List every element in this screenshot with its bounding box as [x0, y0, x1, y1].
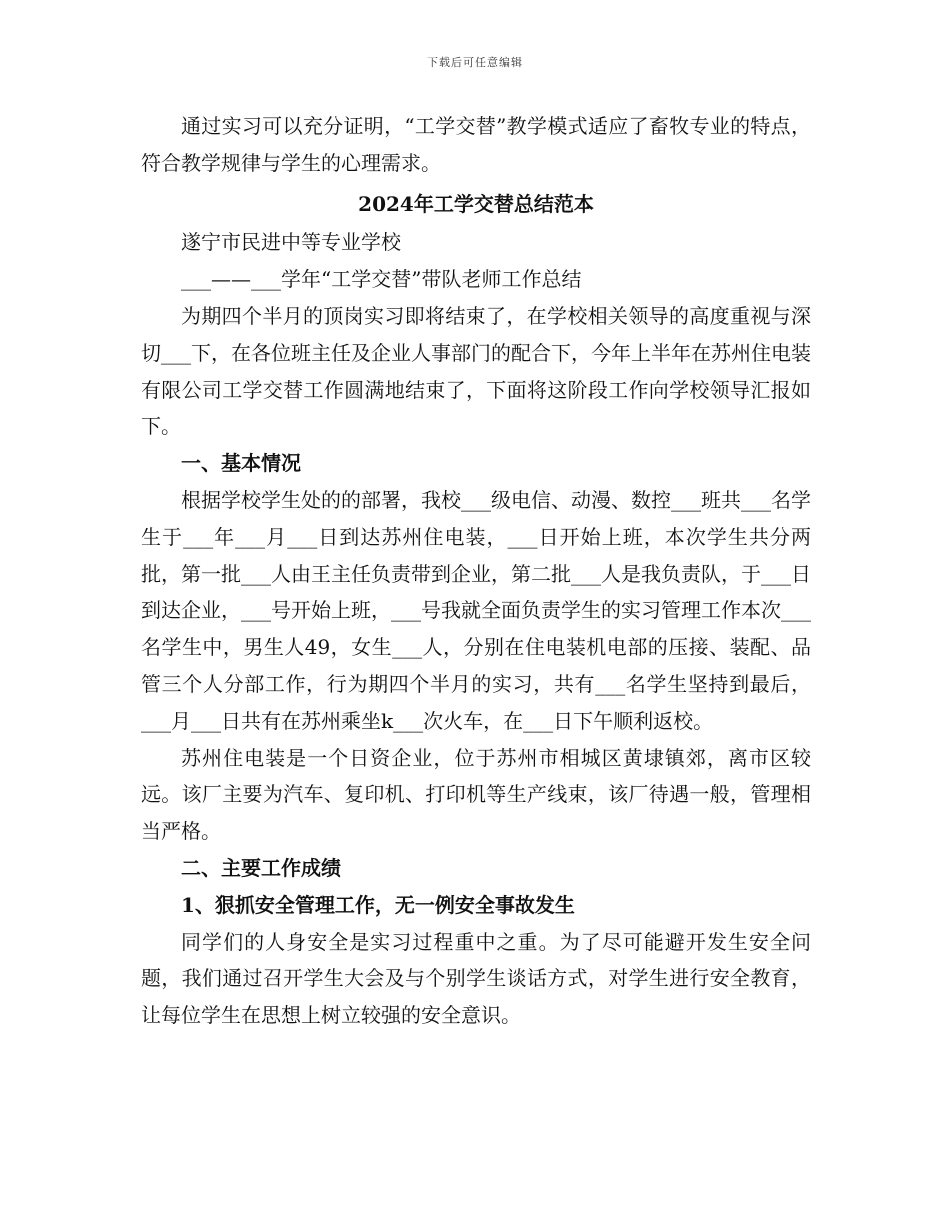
basic-situation-paragraph: 根据学校学生处的的部署，我校___级电信、动漫、数控___班共___名学生于___年___月___日到达苏州住电装，___日开始上班，本次学生共分两批，第一批___人由王主任负责带到企业，第二批___人是我负责队，于___日到达企业，___号开始上班，___号我就全面负责学生的实习管理工作本次___名学生中，男生人49，女生___人，分别在住电装机电部的压接、装配、品管三个人分部工作，行为期四个半月的实习，共有___名学生坚持到最后，___月___日共有在苏州乘坐k___次火车，在___日下午顺利返校。 — [141, 487, 811, 733]
document-subtitle: ___——___学年“工学交替”带队老师工作总结 — [181, 267, 582, 292]
intro-paragraph: 通过实习可以充分证明，“工学交替”教学模式适应了畜牧专业的特点，符合教学规律与学生的心理需求。 — [141, 114, 811, 175]
document-title: 2024年工学交替总结范本 — [358, 191, 594, 216]
subsection-heading-safety: 1、狠抓安全管理工作，无一例安全事故发生 — [181, 892, 575, 917]
section-heading-main-achievements: 二、主要工作成绩 — [181, 855, 341, 880]
school-name: 遂宁市民进中等专业学校 — [181, 230, 401, 255]
opening-paragraph: 为期四个半月的顶岗实习即将结束了，在学校相关领导的高度重视与深切___下，在各位班主任及企业人事部门的配合下，今年上半年在苏州住电装有限公司工学交替工作圆满地结束了，下面将这阶段工作向学校领导汇报如下。 — [141, 303, 811, 439]
page-header: 下载后可任意编辑 — [427, 56, 523, 69]
document-body — [141, 108, 811, 1034]
safety-paragraph: 同学们的人身安全是实习过程重中之重。为了尽可能避开发生安全问题，我们通过召开学生大会及与个别学生谈话方式，对学生进行安全教育，让每位学生在思想上树立较强的安全意识。 — [141, 929, 811, 1028]
section-heading-basic-situation: 一、基本情况 — [181, 451, 301, 476]
company-description-paragraph: 苏州住电装是一个日资企业，位于苏州市相城区黄埭镇郊，离市区较远。该厂主要为汽车、复印机、打印机等生产线束，该厂待遇一般，管理相当严格。 — [141, 745, 811, 844]
